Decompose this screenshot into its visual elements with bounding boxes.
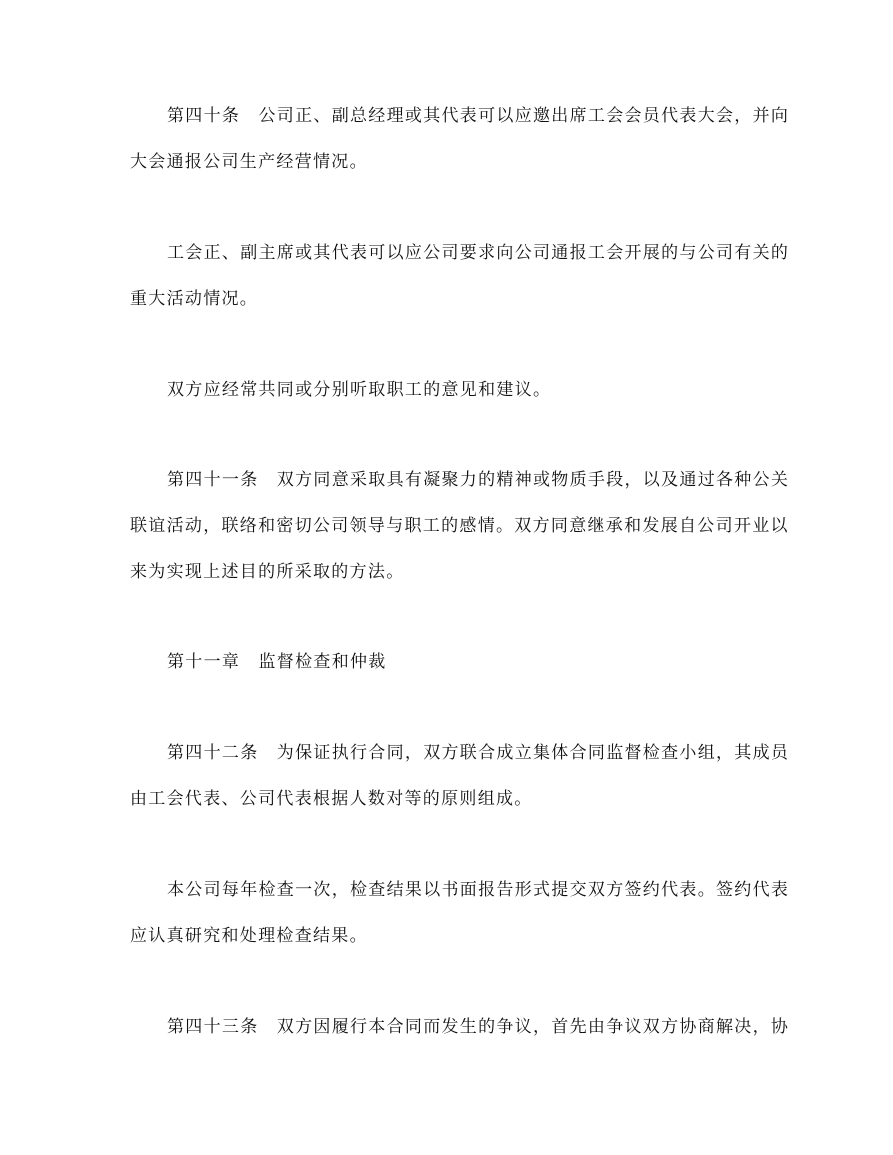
- text-line: 第四十条 公司正、副总经理或其代表可以应邀出席工会会员代表大会，并向: [167, 106, 790, 126]
- text-line: 第四十三条 双方因履行本合同而发生的争议，首先由争议双方协商解决，协: [167, 1017, 790, 1037]
- text-line: 工会正、副主席或其代表可以应公司要求向公司通报工会开展的与公司有关的: [167, 243, 790, 263]
- text-line: 本公司每年检查一次，检查结果以书面报告形式提交双方签约代表。签约代表: [167, 880, 790, 900]
- text-line: 大会通报公司生产经营情况。: [130, 152, 368, 172]
- text-line: 双方应经常共同或分别听取职工的意见和建议。: [167, 380, 552, 400]
- text-line: 第十一章 监督检查和仲裁: [167, 652, 387, 672]
- text-line: 联谊活动，联络和密切公司领导与职工的感情。双方同意继承和发展自公司开业以: [130, 516, 789, 536]
- text-line: 重大活动情况。: [130, 289, 259, 309]
- text-line: 由工会代表、公司代表根据人数对等的原则组成。: [130, 789, 533, 809]
- text-line: 应认真研究和处理检查结果。: [130, 926, 368, 946]
- text-line: 第四十二条 为保证执行合同，双方联合成立集体合同监督检查小组，其成员: [167, 743, 790, 763]
- text-line: 来为实现上述目的所采取的方法。: [130, 562, 405, 582]
- text-line: 第四十一条 双方同意采取具有凝聚力的精神或物质手段，以及通过各种公关: [167, 470, 790, 490]
